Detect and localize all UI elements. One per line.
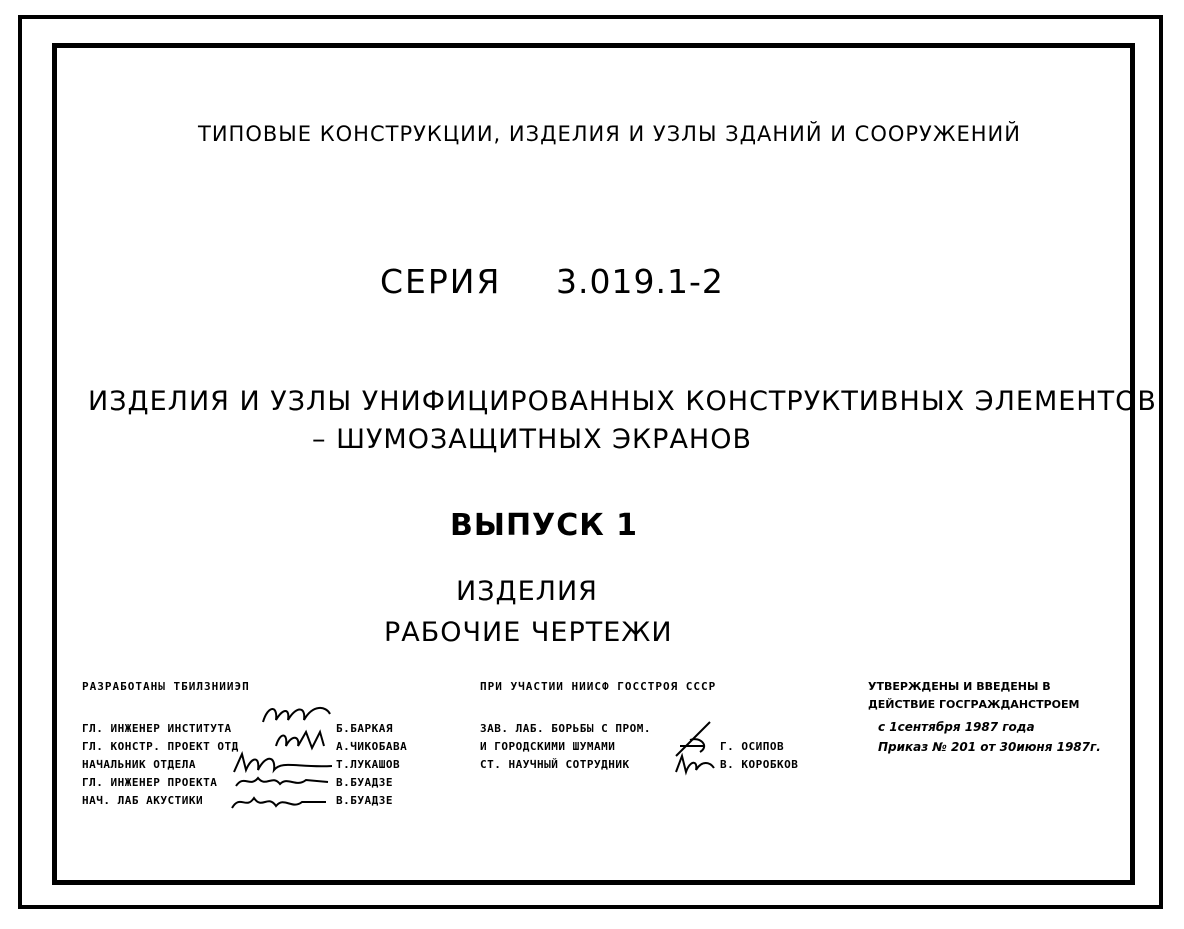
developed-name: В.БУАДЗЕ [336, 794, 393, 807]
developed-name: В.БУАДЗЕ [336, 776, 393, 789]
developed-heading: РАЗРАБОТАНЫ ТБИЛЗНИИЭП [82, 680, 250, 693]
approval-line-3: с 1сентября 1987 года [878, 720, 1035, 734]
participation-name: Г. ОСИПОВ [720, 740, 785, 753]
subtitle-line-2: РАБОЧИЕ ЧЕРТЕЖИ [384, 617, 673, 648]
participation-name: В. КОРОБКОВ [720, 758, 799, 771]
signature-buadze-1 [232, 770, 332, 792]
developed-name: Т.ЛУКАШОВ [336, 758, 401, 771]
issue-label: ВЫПУСК 1 [450, 508, 639, 543]
participation-heading: ПРИ УЧАСТИИ НИИСФ ГОССТРОЯ СССР [480, 680, 717, 693]
developed-role: ГЛ. ИНЖЕНЕР ИНСТИТУТА [82, 722, 232, 735]
developed-role: НАЧАЛЬНИК ОТДЕЛА [82, 758, 196, 771]
subtitle-line-1: ИЗДЕЛИЯ [456, 576, 598, 607]
developed-role: НАЧ. ЛАБ АКУСТИКИ [82, 794, 204, 807]
header-text: ТИПОВЫЕ КОНСТРУКЦИИ, ИЗДЕЛИЯ И УЗЛЫ ЗДАНИЙ И СООРУЖЕНИЙ [198, 122, 1021, 146]
developed-name: А.ЧИКОБАВА [336, 740, 408, 753]
participation-role: И ГОРОДСКИМИ ШУМАМИ [480, 740, 616, 753]
series-number: 3.019.1-2 [556, 262, 724, 301]
participation-role: ЗАВ. ЛАБ. БОРЬБЫ С ПРОМ. [480, 722, 651, 735]
title-line-1: ИЗДЕЛИЯ И УЗЛЫ УНИФИЦИРОВАННЫХ КОНСТРУКТИВНЫХ ЭЛЕМЕНТОВ [88, 386, 1157, 417]
approval-line-2: ДЕЙСТВИЕ ГОСГРАЖДАНСТРОЕМ [868, 698, 1080, 711]
title-line-2: – ШУМОЗАЩИТНЫХ ЭКРАНОВ [312, 424, 753, 455]
signature-buadze-2 [228, 790, 328, 814]
approval-line-1: УТВЕРЖДЕНЫ И ВВЕДЕНЫ В [868, 680, 1051, 693]
developed-name: Б.БАРКАЯ [336, 722, 393, 735]
developed-role: ГЛ. ИНЖЕНЕР ПРОЕКТА [82, 776, 218, 789]
developed-role: ГЛ. КОНСТР. ПРОЕКТ ОТД [82, 740, 239, 753]
approval-line-4: Приказ № 201 от 30июня 1987г. [878, 740, 1101, 754]
signature-korobkov [672, 752, 718, 778]
series-label: СЕРИЯ [380, 262, 502, 301]
signature-barkaya [258, 700, 338, 730]
participation-role: СТ. НАУЧНЫЙ СОТРУДНИК [480, 758, 630, 771]
